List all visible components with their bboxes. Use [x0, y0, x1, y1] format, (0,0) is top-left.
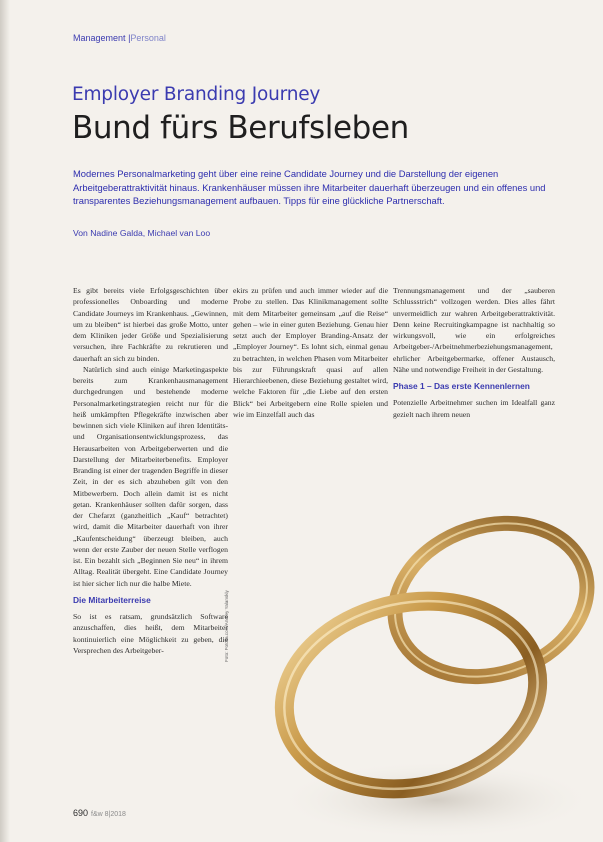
running-head-divider: | — [128, 33, 131, 43]
column-1-paragraph-1: Es gibt bereits viele Erfolgsgeschichten über professionelles Onboarding und moderne Candidate Journeys im Krankenhaus. „Gewinnen, um zu bleiben“ ist hierbei das große Motto, unter dem Kliniken jeder Größe und Spezialisierung versuchen, ihre Fachkräfte zu rekrutieren und dauerhaft an sich zu binden. — [73, 286, 228, 363]
running-head-subsection: Personal — [130, 33, 166, 43]
running-head — [73, 33, 166, 43]
photo-credit: Foto: Fotolia.com/Andrey Yalanskiy — [224, 590, 229, 662]
article-kicker: Employer Branding Journey — [72, 84, 321, 105]
section-subhead-mitarbeiterreise: Die Mitarbeiterreise — [73, 594, 151, 605]
column-3-paragraph-2: Potenzielle Arbeitnehmer suchen im Idealfall ganz gezielt nach ihrem neuen — [393, 398, 555, 419]
column-2-paragraph-1: ekirs zu prüfen und auch immer wieder auf die Probe zu stellen. Das Klinikmanagement sollte mit dem Mitarbeiter gemeinsam „auf die Reise“ gehen – wie in einer guten Beziehung. Genau hier setzt auch der Employer Branding-Ansatz der „Employer Journey“. Es lohnt sich, einmal genau zu betrachten, in welchen Phasen vom Mitarbeiter bis zur Führungskraft quasi auf allen Hierarchieebenen, diese Beziehung gestaltet wird, welche Faktoren für „die Liebe auf den ersten Blick“ bei Arbeitgebern eine Rolle spielen und wie im Einzelfall auch das — [233, 286, 388, 419]
article-byline: Von Nadine Galda, Michael van Loo — [73, 228, 211, 238]
magazine-issue: f&w 8|2018 — [91, 811, 126, 818]
section-subhead-phase-1: Phase 1 – Das erste Kennenlernen — [393, 381, 530, 391]
article-headline: Bund fürs Berufsleben — [72, 110, 409, 146]
page-folio — [73, 808, 126, 818]
text-column-3 — [393, 285, 555, 420]
article-lead: Modernes Personalmarketing geht über eine reine Candidate Journey und die Darstellung der eigenen Arbeitgeberattraktivität hinaus. Krankenhäuser müssen ihre Mitarbeiter dauerhaft überzeugen und ein offenes und transparentes Beziehungsmanagement aufbauen. Tipps für eine glückliche Partnerschaft. — [73, 168, 546, 207]
running-head-section: Management — [73, 33, 126, 43]
column-3-paragraph-1: Trennungsmanagement und der „sauberen Schlussstrich“ vollzogen werden. Dies alles fährt unvermeidlich zur wahren Arbeitgeberattraktivität. Denn keine Recruitingkampagne ist nachhaltig so wirkungsvoll, wie ein erfolgreiches Arbeitgeber-/Arbeitnehmerbeziehungsmanagement, ehrlicher Arbeitgebermarke, offener Austausch, Nähe und notwendige Freiheit in der Gestaltung. — [393, 286, 555, 374]
text-column-2 — [233, 285, 388, 420]
text-column-1 — [73, 285, 228, 656]
column-1-paragraph-2: Natürlich sind auch einige Marketingaspekte bereits zum Krankenhausmanagement durchgedrungen und bestehende moderne Personalmarketingstrategien reicht nur für die heiß umkämpften Pflegekräfte inzwischen aber bewinnen sich viele Kliniken auf ihren Identitäts- und Organisationsentwicklungsprozess, das Herausarbeiten von Arbeitgeberwerten und die Darstellung der Mitarbeiterbenefits. Employer Branding ist einer der tragenden Begriffe in dieser Zeit, in der es sich abzuheben gilt von den Mitbewerbern. Doch allein damit ist es nicht getan. Krankenhäuser sollten dafür sorgen, dass der Chefarzt (ganzheitlich „Kauf“ betrachtet) wird, damit die Mitarbeiter dauerhaft von ihrer „Kaufentscheidung“ überzeugt bleiben, auch wenn der erste Zauber der neuen Stelle verflogen ist. Ein bezahlt sich „Beginnen Sie neu“ in ihrem Alltag. Realität übergeht. Eine Candidate Journey ist hier sicher lich nur die halbe Miete. — [73, 364, 228, 588]
page-number: 690 — [73, 808, 89, 818]
binding-shadow — [0, 0, 10, 842]
wedding-rings-photo — [236, 470, 603, 842]
column-1-paragraph-3: So ist es ratsam, grundsätzlich Software anzuschaffen, dies heißt, dem Mitarbeiter kontinuierlich eine Möglichkeit zu geben, die Versprechen des Arbeitgeber- — [73, 612, 228, 655]
